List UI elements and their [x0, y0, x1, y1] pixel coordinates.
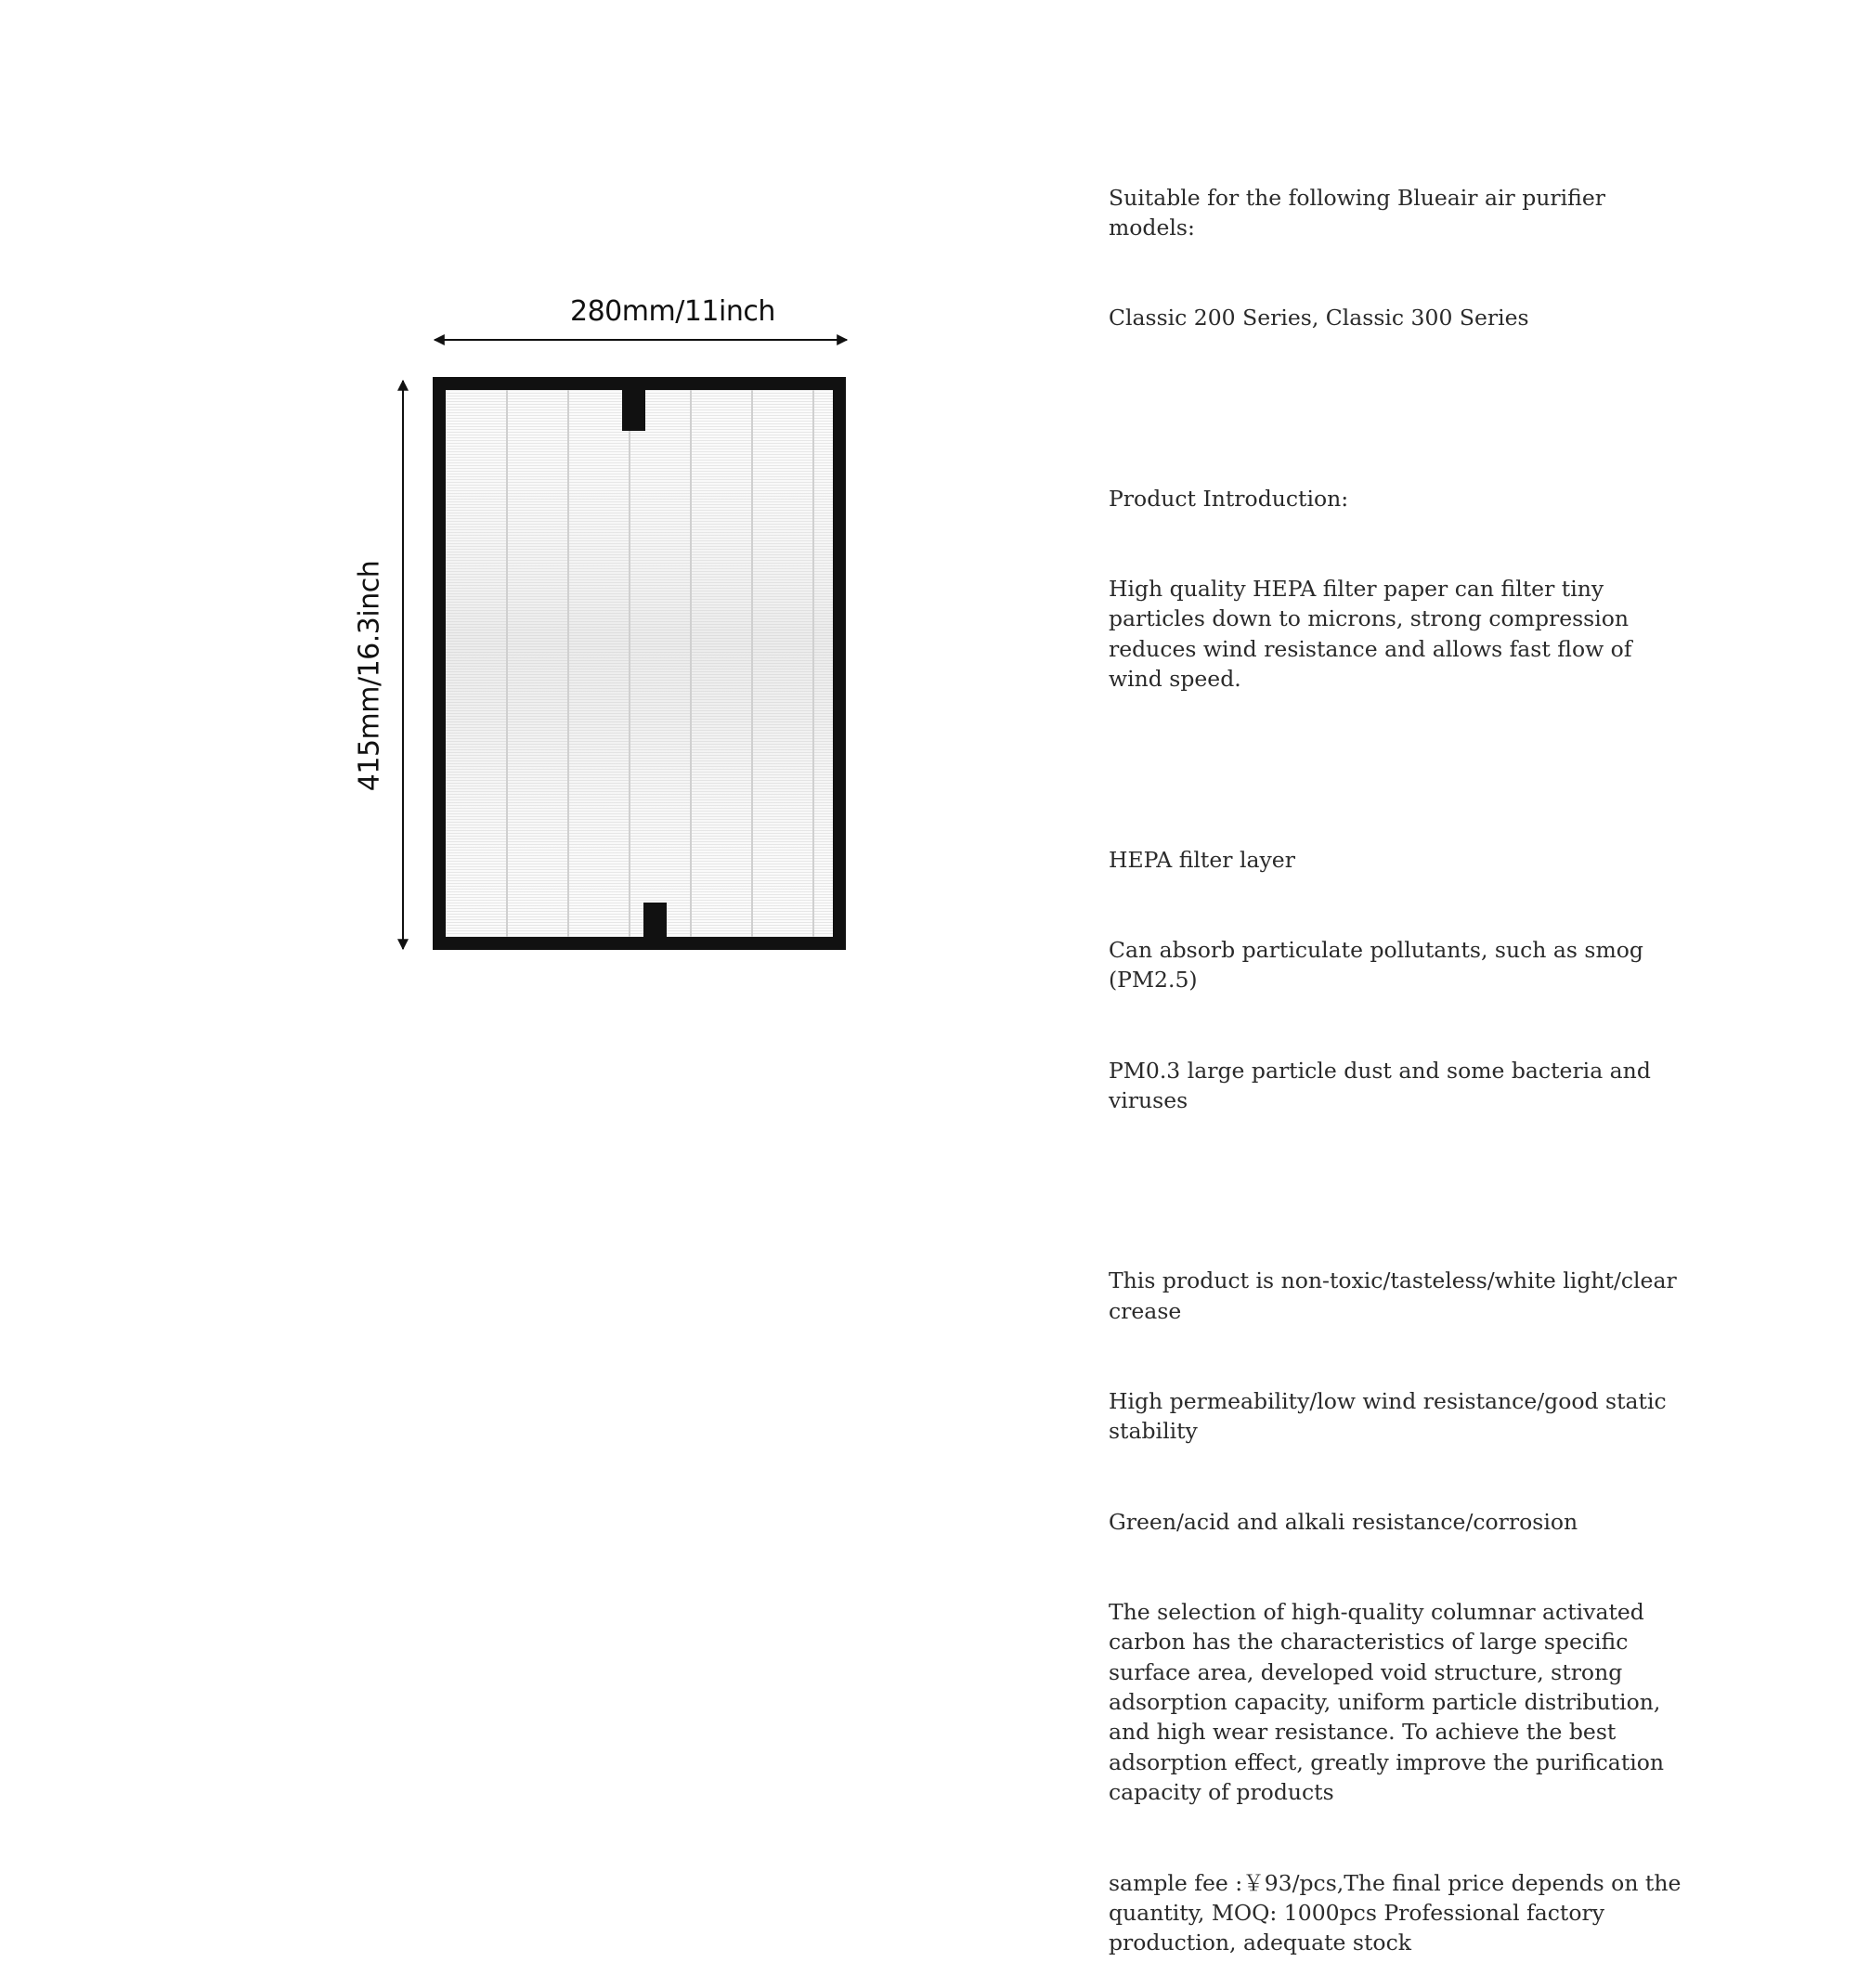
hepa-filter-image: [433, 377, 846, 950]
intro-heading: Product Introduction:: [1109, 485, 1349, 512]
feature-line-2: High permeability/low wind resistance/good static stability: [1109, 1388, 1674, 1445]
hepa-line-2: PM0.3 large particle dust and some bacteria and viruses: [1109, 1057, 1658, 1113]
width-dimension-label: 280mm/11inch: [570, 295, 775, 328]
compat-heading: Suitable for the following Blueair air purifier models:: [1109, 184, 1613, 241]
product-description: [1109, 123, 1688, 1988]
intro-text: High quality HEPA filter paper can filter tiny particles down to microns, strong compression reduces wind resistance and allows fast flow of wind speed.: [1109, 576, 1640, 693]
compat-models: Classic 200 Series, Classic 300 Series: [1109, 305, 1529, 331]
product-figure: [0, 0, 928, 1313]
carbon-text: The selection of high-quality columnar activated carbon has the characteristics of large specific surface area, developed void structure, strong adsorption capacity, uniform particle distribution, and high wear resistance. To achieve the best adsorption effect, greatly improve the purification capacity of products: [1109, 1598, 1671, 1806]
bottom-notch: [643, 903, 667, 940]
hepa-heading: HEPA filter layer: [1109, 846, 1295, 873]
hepa-line-1: Can absorb particulate pollutants, such as smog (PM2.5): [1109, 936, 1651, 994]
top-notch: [622, 390, 645, 431]
height-dimension-label: 415mm/16.3inch: [353, 560, 386, 792]
feature-line-3: Green/acid and alkali resistance/corrosion: [1109, 1508, 1578, 1535]
price-text: sample fee :￥93/pcs,The final price depends on the quantity, MOQ: 1000pcs Professional factory production, adequate stock: [1109, 1869, 1688, 1956]
feature-line-1: This product is non-toxic/tasteless/white light/clear crease: [1109, 1267, 1684, 1324]
